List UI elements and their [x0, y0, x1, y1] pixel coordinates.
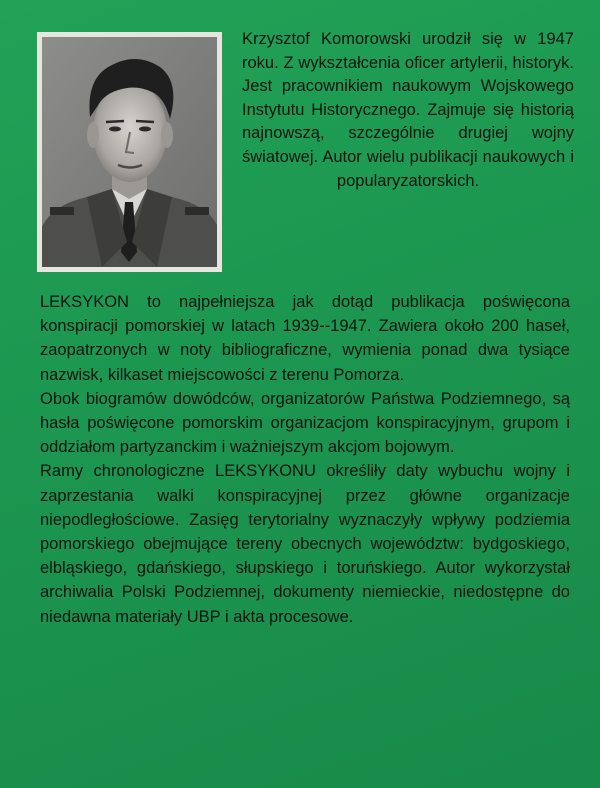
description-paragraph-2: Obok biogramów dowódców, organizatorów Państwa Podziemnego, są hasła poświęcone pomorskim organizacjom konspiracyjnym, grupom i oddziałom partyzanckim i ważniejszym akcjom bojowym.	[40, 389, 570, 457]
book-description	[40, 290, 570, 629]
description-paragraph-3: Ramy chronologiczne LEKSYKONU określiły daty wybuchu wojny i zaprzestania walki konspiracyjnej przez główne organizacje niepodległościowe. Zasięg terytorialny wyznaczyły wpływy podziemia pomorskiego obejmujące tereny obecnych województw: bydgoskiego, elbląskiego, gdańskiego, słupskiego i toruńskiego. Autor wykorzystał archiwalia Polski Podziemnej, dokumenty niemieckie, niedostępne do niedawna materiały UBP i akta procesowe.	[40, 462, 570, 626]
description-paragraph-1: LEKSYKON to najpełniejsza jak dotąd publikacja poświęcona konspiracji pomorskiej w latach 1939--1947. Zawiera około 200 haseł, zaopatrzonych w noty bibliograficzne, wymienia ponad dwa tysiące nazwisk, kilkaset miejscowości z terenu Pomorza.	[40, 293, 570, 384]
author-bio: Krzysztof Komorowski urodził się w 1947 roku. Z wykształcenia oficer artylerii, historyk. Jest pracownikiem naukowym Wojskowego Instytutu Historycznego. Zajmuje się historią najnowszą, szczególnie drugiej wojny światowej. Autor wielu publikacji naukowych i popularyzatorskich.	[242, 30, 574, 190]
author-portrait-image	[42, 37, 217, 267]
author-photo	[37, 32, 222, 272]
